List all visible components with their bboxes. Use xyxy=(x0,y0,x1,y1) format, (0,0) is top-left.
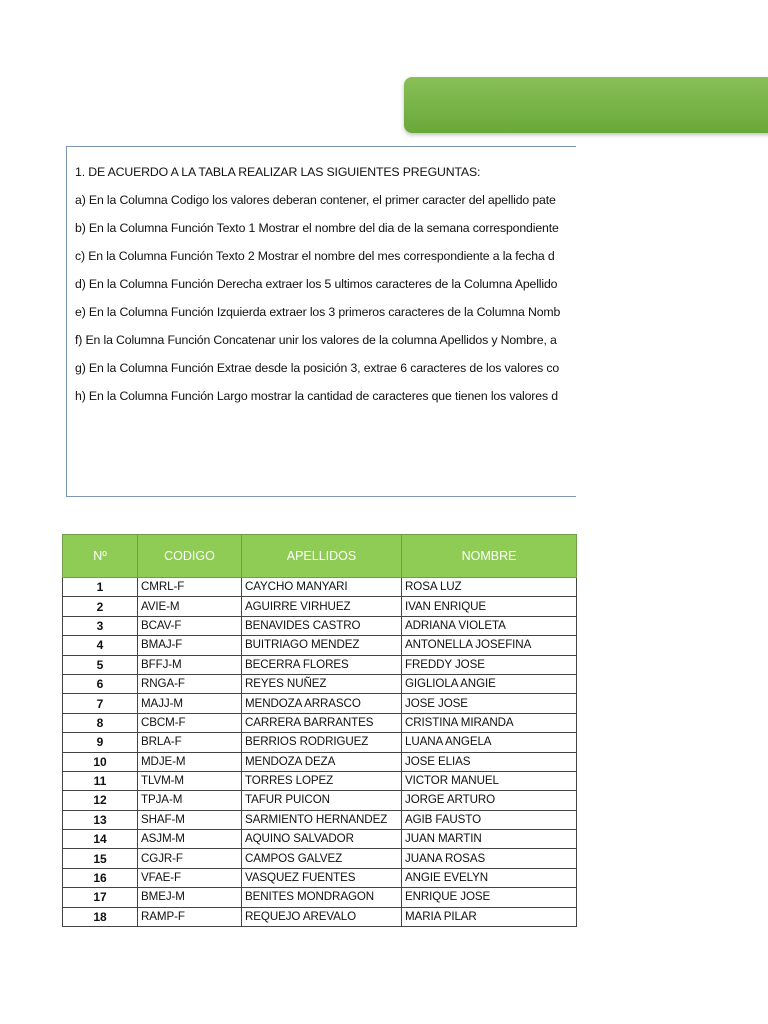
table-row xyxy=(63,849,577,868)
cell-number[interactable]: 5 xyxy=(63,655,138,674)
cell-nombre[interactable]: LUANA ANGELA xyxy=(402,733,577,752)
cell-nombre[interactable]: ADRIANA VIOLETA xyxy=(402,616,577,635)
cell-codigo[interactable]: RAMP-F xyxy=(138,907,242,926)
table-row xyxy=(63,868,577,887)
cell-nombre[interactable]: AGIB FAUSTO xyxy=(402,810,577,829)
cell-nombre[interactable]: MARIA PILAR xyxy=(402,907,577,926)
cell-nombre[interactable]: JUANA ROSAS xyxy=(402,849,577,868)
table-row xyxy=(63,713,577,732)
cell-apellidos[interactable]: SARMIENTO HERNANDEZ xyxy=(242,810,402,829)
table-row xyxy=(63,674,577,693)
cell-apellidos[interactable]: CARRERA BARRANTES xyxy=(242,713,402,732)
table-row xyxy=(63,733,577,752)
cell-codigo[interactable]: TLVM-M xyxy=(138,771,242,790)
cell-number[interactable]: 13 xyxy=(63,810,138,829)
cell-codigo[interactable]: RNGA-F xyxy=(138,674,242,693)
cell-number[interactable]: 1 xyxy=(63,578,138,597)
cell-nombre[interactable]: JORGE ARTURO xyxy=(402,791,577,810)
cell-number[interactable]: 3 xyxy=(63,616,138,635)
instruction-item-e: e) En la Columna Función Izquierda extraer los 3 primeros caracteres de la Columna Nomb xyxy=(75,305,561,319)
cell-nombre[interactable]: ROSA LUZ xyxy=(402,578,577,597)
table-row xyxy=(63,578,577,597)
table-row xyxy=(63,694,577,713)
cell-number[interactable]: 14 xyxy=(63,830,138,849)
table-header-row xyxy=(63,535,577,578)
instruction-item-h: h) En la Columna Función Largo mostrar la cantidad de caracteres que tienen los valores d xyxy=(75,389,558,403)
cell-number[interactable]: 7 xyxy=(63,694,138,713)
cell-number[interactable]: 18 xyxy=(63,907,138,926)
cell-number[interactable]: 10 xyxy=(63,752,138,771)
table-row xyxy=(63,616,577,635)
cell-nombre[interactable]: VICTOR MANUEL xyxy=(402,771,577,790)
cell-codigo[interactable]: BMAJ-F xyxy=(138,636,242,655)
cell-codigo[interactable]: BCAV-F xyxy=(138,616,242,635)
cell-codigo[interactable]: CBCM-F xyxy=(138,713,242,732)
cell-apellidos[interactable]: BERRIOS RODRIGUEZ xyxy=(242,733,402,752)
cell-number[interactable]: 12 xyxy=(63,791,138,810)
instruction-item-c: c) En la Columna Función Texto 2 Mostrar el nombre del mes correspondiente a la fecha d xyxy=(75,249,555,263)
cell-apellidos[interactable]: VASQUEZ FUENTES xyxy=(242,868,402,887)
table-body xyxy=(63,578,577,927)
instruction-item-f: f) En la Columna Función Concatenar unir los valores de la columna Apellidos y Nombre, a xyxy=(75,333,557,347)
instructions-box[interactable] xyxy=(66,146,576,497)
table-row xyxy=(63,636,577,655)
instruction-item-g: g) En la Columna Función Extrae desde la posición 3, extrae 6 caracteres de los valores co xyxy=(75,361,560,375)
cell-apellidos[interactable]: CAYCHO MANYARI xyxy=(242,578,402,597)
table-row xyxy=(63,752,577,771)
header-codigo[interactable]: CODIGO xyxy=(138,535,242,578)
instruction-item-b: b) En la Columna Función Texto 1 Mostrar el nombre del dia de la semana correspondiente xyxy=(75,221,559,235)
table-row xyxy=(63,810,577,829)
title-banner xyxy=(404,77,768,133)
header-nombre[interactable]: NOMBRE xyxy=(402,535,577,578)
cell-codigo[interactable]: AVIE-M xyxy=(138,597,242,616)
cell-apellidos[interactable]: BUITRIAGO MENDEZ xyxy=(242,636,402,655)
cell-codigo[interactable]: TPJA-M xyxy=(138,791,242,810)
cell-apellidos[interactable]: REQUEJO AREVALO xyxy=(242,907,402,926)
cell-nombre[interactable]: ANTONELLA JOSEFINA xyxy=(402,636,577,655)
cell-number[interactable]: 4 xyxy=(63,636,138,655)
header-apellidos[interactable]: APELLIDOS xyxy=(242,535,402,578)
table-row xyxy=(63,771,577,790)
cell-number[interactable]: 17 xyxy=(63,888,138,907)
instruction-item-d: d) En la Columna Función Derecha extraer los 5 ultimos caracteres de la Columna Apellido xyxy=(75,277,558,291)
cell-codigo[interactable]: CGJR-F xyxy=(138,849,242,868)
cell-nombre[interactable]: GIGLIOLA ANGIE xyxy=(402,674,577,693)
cell-nombre[interactable]: JOSE ELIAS xyxy=(402,752,577,771)
cell-codigo[interactable]: VFAE-F xyxy=(138,868,242,887)
cell-codigo[interactable]: MDJE-M xyxy=(138,752,242,771)
cell-nombre[interactable]: ENRIQUE JOSE xyxy=(402,888,577,907)
cell-apellidos[interactable]: AGUIRRE VIRHUEZ xyxy=(242,597,402,616)
cell-nombre[interactable]: JOSE JOSE xyxy=(402,694,577,713)
cell-codigo[interactable]: CMRL-F xyxy=(138,578,242,597)
students-table xyxy=(62,534,577,927)
table-row xyxy=(63,597,577,616)
cell-codigo[interactable]: MAJJ-M xyxy=(138,694,242,713)
cell-number[interactable]: 16 xyxy=(63,868,138,887)
cell-apellidos[interactable]: AQUINO SALVADOR xyxy=(242,830,402,849)
table-row xyxy=(63,791,577,810)
cell-codigo[interactable]: BRLA-F xyxy=(138,733,242,752)
cell-codigo[interactable]: ASJM-M xyxy=(138,830,242,849)
table-row xyxy=(63,907,577,926)
cell-apellidos[interactable]: MENDOZA DEZA xyxy=(242,752,402,771)
cell-number[interactable]: 11 xyxy=(63,771,138,790)
cell-apellidos[interactable]: BENAVIDES CASTRO xyxy=(242,616,402,635)
cell-nombre[interactable]: IVAN ENRIQUE xyxy=(402,597,577,616)
table-row xyxy=(63,830,577,849)
cell-nombre[interactable]: JUAN MARTIN xyxy=(402,830,577,849)
cell-nombre[interactable]: CRISTINA MIRANDA xyxy=(402,713,577,732)
cell-number[interactable]: 8 xyxy=(63,713,138,732)
cell-apellidos[interactable]: MENDOZA ARRASCO xyxy=(242,694,402,713)
cell-codigo[interactable]: BMEJ-M xyxy=(138,888,242,907)
cell-nombre[interactable]: ANGIE EVELYN xyxy=(402,868,577,887)
header-number[interactable]: Nº xyxy=(63,535,138,578)
cell-apellidos[interactable]: TAFUR PUICON xyxy=(242,791,402,810)
table-row xyxy=(63,888,577,907)
cell-number[interactable]: 9 xyxy=(63,733,138,752)
instructions-title: 1. DE ACUERDO A LA TABLA REALIZAR LAS SIGUIENTES PREGUNTAS: xyxy=(75,165,481,179)
cell-number[interactable]: 6 xyxy=(63,674,138,693)
cell-apellidos[interactable]: BENITES MONDRAGON xyxy=(242,888,402,907)
cell-codigo[interactable]: SHAF-M xyxy=(138,810,242,829)
cell-codigo[interactable]: BFFJ-M xyxy=(138,655,242,674)
cell-number[interactable]: 2 xyxy=(63,597,138,616)
cell-apellidos[interactable]: TORRES LOPEZ xyxy=(242,771,402,790)
cell-apellidos[interactable]: REYES NUÑEZ xyxy=(242,674,402,693)
table-row xyxy=(63,655,577,674)
cell-apellidos[interactable]: CAMPOS GALVEZ xyxy=(242,849,402,868)
instruction-item-a: a) En la Columna Codigo los valores deberan contener, el primer caracter del apellido pate xyxy=(75,193,556,207)
cell-apellidos[interactable]: BECERRA FLORES xyxy=(242,655,402,674)
cell-number[interactable]: 15 xyxy=(63,849,138,868)
cell-nombre[interactable]: FREDDY JOSE xyxy=(402,655,577,674)
